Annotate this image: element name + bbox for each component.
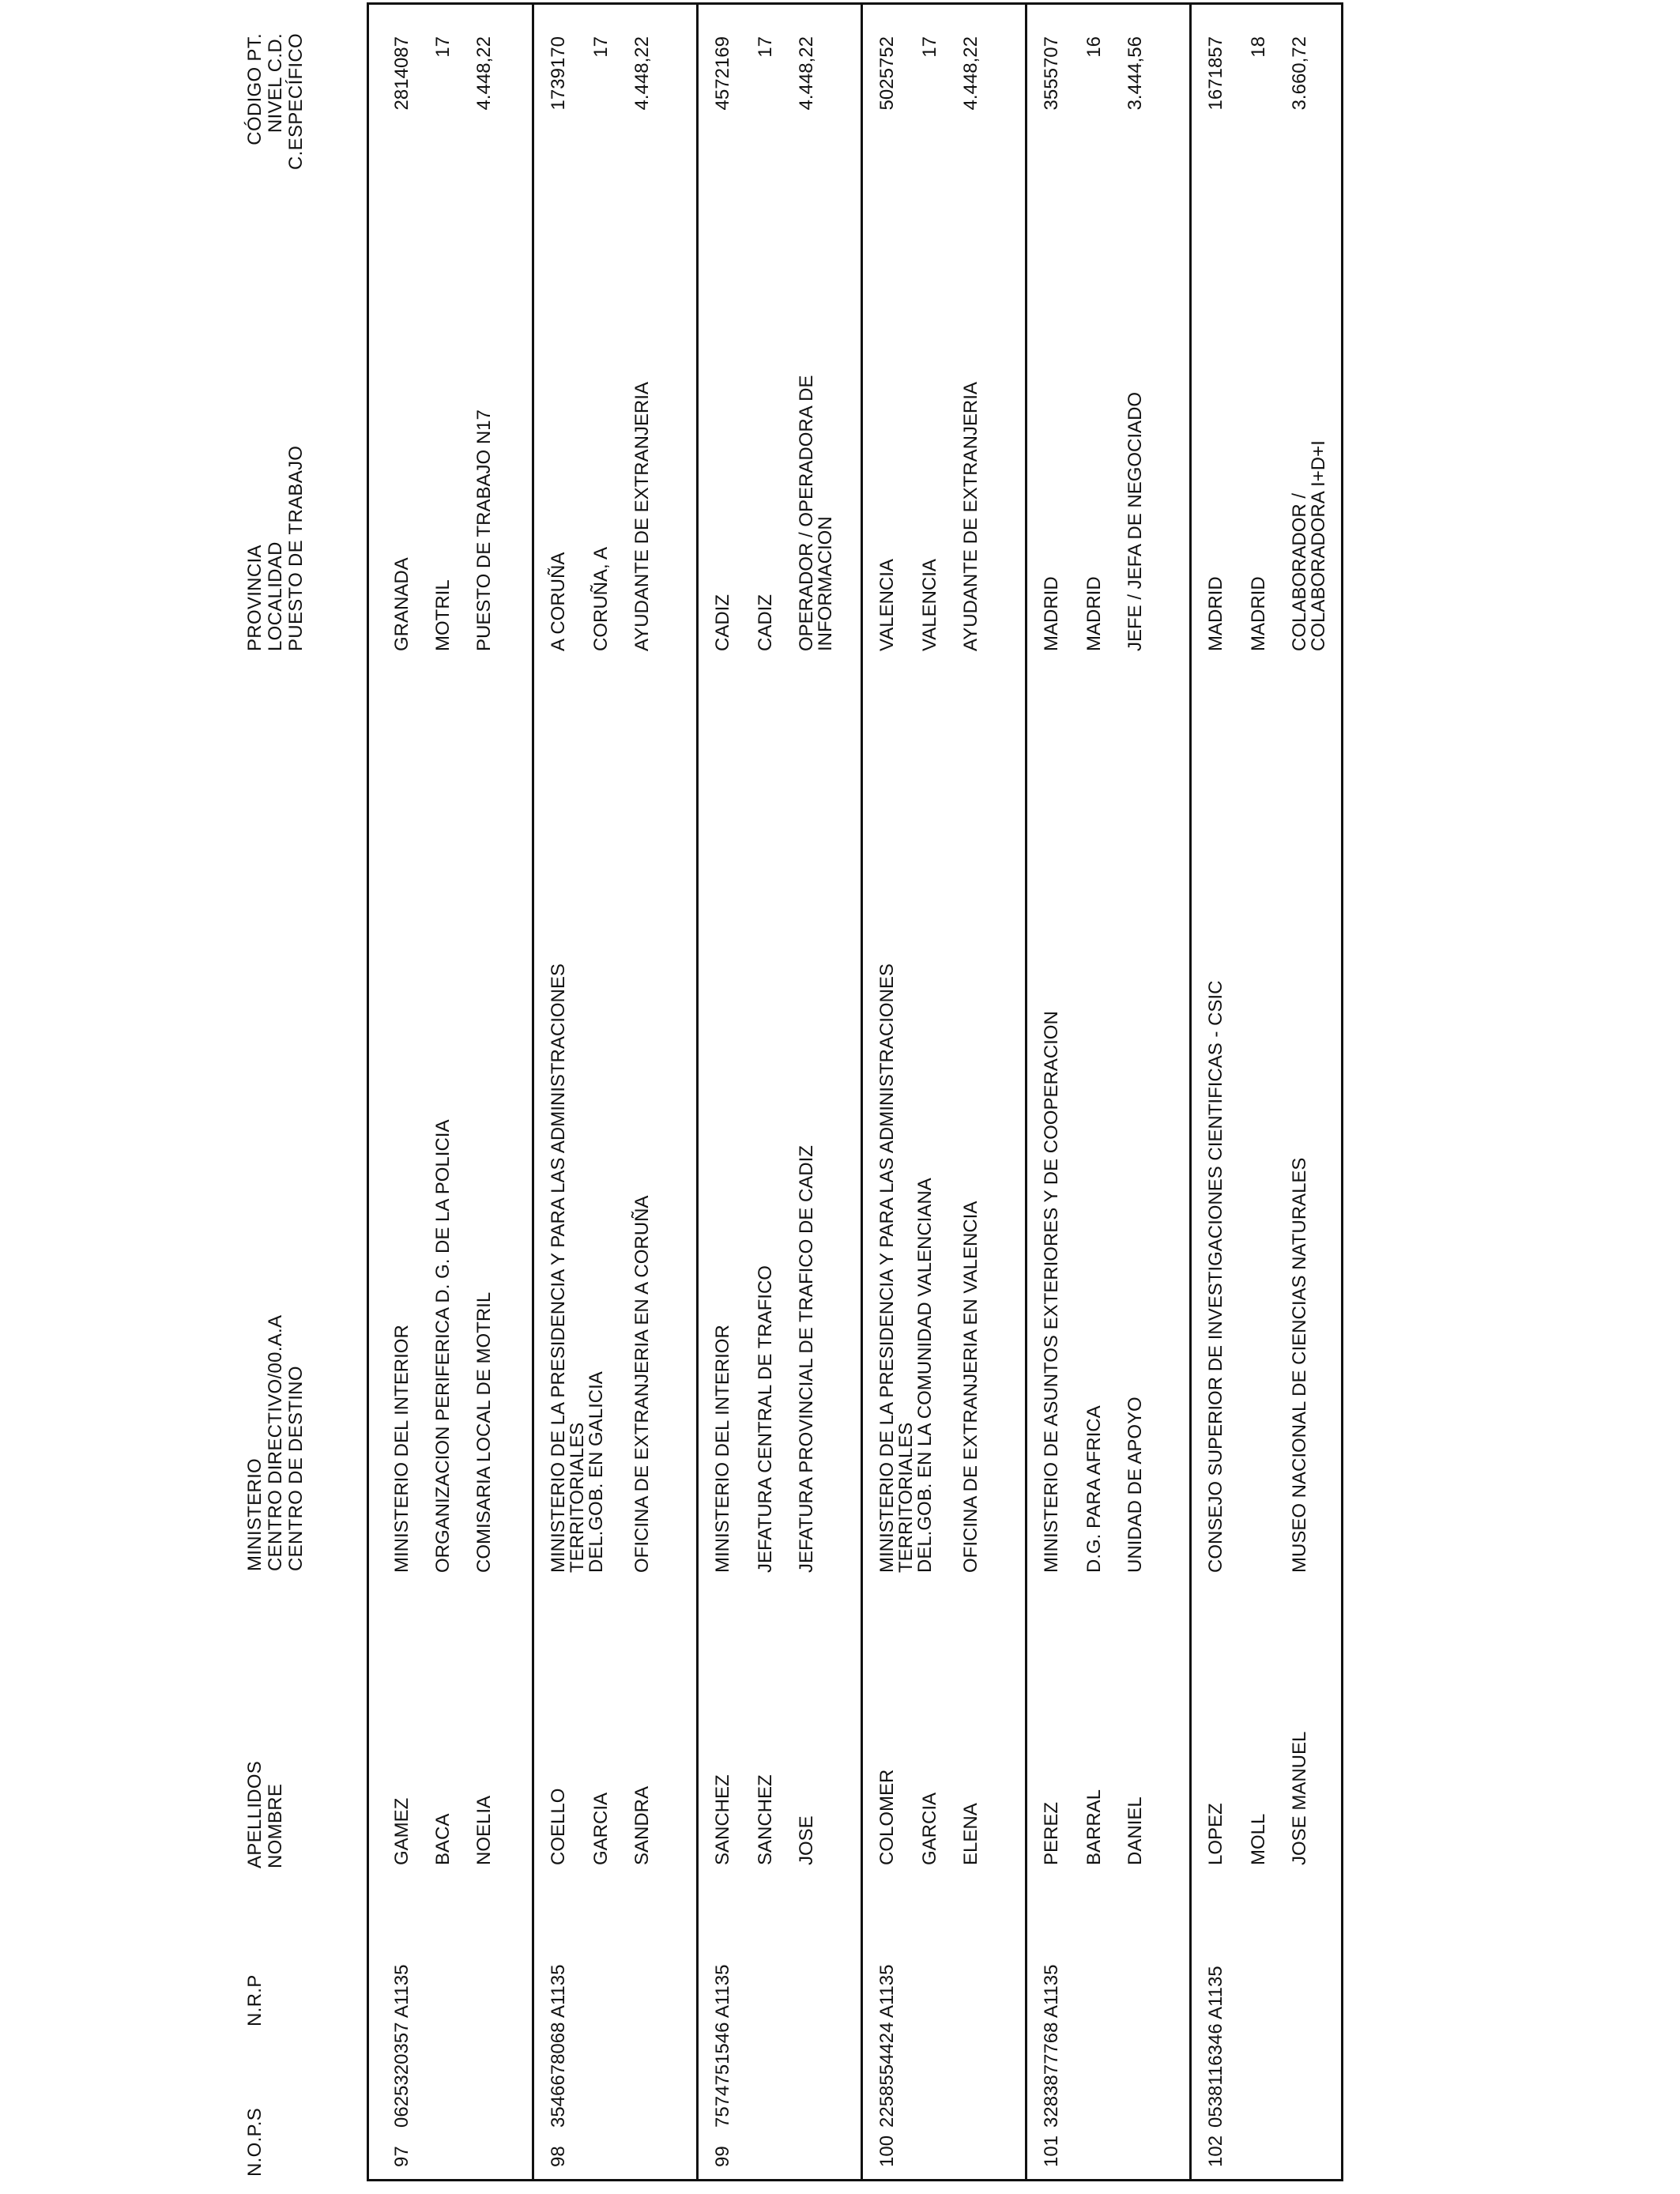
row-codigo: 4572169 — [712, 36, 733, 111]
header-provincia-label: PROVINCIA — [244, 545, 266, 651]
row-ministerio: MINISTERIO DE LA PRESIDENCIA Y PARA LAS ADMINISTRACIONES — [876, 963, 898, 1573]
row-nivel: 17 — [590, 36, 612, 58]
header-nombre-label: NOMBRE — [265, 1783, 286, 1868]
row-nivel: 17 — [919, 36, 940, 58]
row-codigo: 2814087 — [391, 36, 412, 111]
row-centro-destino: COMISARIA LOCAL DE MOTRIL — [473, 1291, 495, 1573]
header-nops-label: N.O.P.S — [244, 2107, 266, 2177]
row-provincia: MADRID — [1205, 576, 1226, 651]
row-especifico: 3.660,72 — [1289, 36, 1310, 111]
header-puesto-label: PUESTO DE TRABAJO — [285, 445, 307, 651]
row-puesto: PUESTO DE TRABAJO N17 — [473, 409, 495, 651]
row-puesto: AYUDANTE DE EXTRANJERIA — [960, 382, 981, 651]
row-localidad: MOTRIL — [432, 579, 454, 651]
row-apellido2: SANCHEZ — [755, 1774, 776, 1865]
row-centro-directivo: D.G. PARA AFRICA — [1083, 1405, 1105, 1573]
row-nivel: 16 — [1083, 36, 1105, 58]
header-name-block — [245, 1761, 286, 1868]
row-puesto-cont: COLABORADORA I+D+I — [1308, 440, 1329, 651]
table-row — [1192, 2, 1343, 2181]
row-apellido2: GARCIA — [919, 1792, 940, 1865]
header-nivel-label: NIVEL C.D. — [265, 33, 286, 134]
table-row — [699, 2, 863, 2181]
header-ministerio-label: MINISTERIO — [244, 1457, 266, 1571]
row-nrp: 3283877768 A1135 — [1041, 1964, 1062, 2128]
row-nops: 99 — [712, 2146, 733, 2167]
row-apellido1: GAMEZ — [391, 1797, 412, 1865]
row-nrp: 0625320357 A1135 — [391, 1964, 412, 2128]
row-especifico: 4.448,22 — [631, 36, 653, 111]
row-provincia: MADRID — [1041, 576, 1062, 651]
row-especifico: 4.448,22 — [473, 36, 495, 111]
header-nops — [245, 2108, 266, 2177]
header-especifico-label: C.ESPECÍFICO — [285, 33, 307, 170]
row-nombre: NOELIA — [473, 1795, 495, 1865]
row-puesto: AYUDANTE DE EXTRANJERIA — [631, 382, 653, 651]
row-ministerio-cont: TERRITORIALES — [567, 1422, 588, 1573]
row-apellido2: BACA — [432, 1813, 454, 1865]
row-apellido1: PEREZ — [1041, 1801, 1062, 1865]
header-centro-destino-label: CENTRO DE DESTINO — [285, 1366, 307, 1571]
row-apellido2: BARRAL — [1083, 1789, 1105, 1865]
row-ministerio: MINISTERIO DE ASUNTOS EXTERIORES Y DE COOPERACION — [1041, 1011, 1062, 1573]
row-provincia: CADIZ — [712, 594, 733, 651]
row-nombre: JOSE MANUEL — [1289, 1731, 1310, 1865]
header-nrp-label: N.R.P — [244, 1974, 266, 2026]
row-codigo: 1739170 — [548, 36, 569, 111]
row-ministerio: MINISTERIO DEL INTERIOR — [391, 1325, 412, 1573]
table-row — [534, 2, 699, 2181]
row-apellido2: MOLL — [1248, 1813, 1269, 1865]
row-nivel: 17 — [755, 36, 776, 58]
row-apellido1: COELLO — [548, 1788, 569, 1865]
table-row — [382, 2, 534, 2181]
row-apellido1: LOPEZ — [1205, 1803, 1226, 1865]
row-especifico: 4.448,22 — [796, 36, 817, 111]
row-localidad: MADRID — [1248, 576, 1269, 651]
row-centro-directivo: DEL.GOB. EN LA COMUNIDAD VALENCIANA — [914, 1178, 936, 1573]
row-nops: 97 — [391, 2146, 412, 2167]
header-localidad-label: LOCALIDAD — [265, 541, 286, 651]
row-nrp: 3546678068 A1135 — [548, 1964, 569, 2128]
row-provincia: VALENCIA — [876, 559, 898, 651]
header-nrp — [245, 1974, 266, 2026]
row-apellido1: COLOMER — [876, 1769, 898, 1865]
row-nops: 101 — [1041, 2135, 1062, 2167]
header-centro-directivo-label: CENTRO DIRECTIVO/00.A.A — [265, 1314, 286, 1571]
row-puesto: COLABORADOR / — [1289, 492, 1310, 651]
row-ministerio: CONSEJO SUPERIOR DE INVESTIGACIONES CIENTIFICAS - CSIC — [1205, 980, 1226, 1573]
row-nombre: DANIEL — [1124, 1796, 1146, 1865]
row-puesto: JEFE / JEFA DE NEGOCIADO — [1124, 391, 1146, 651]
row-codigo: 1671857 — [1205, 36, 1226, 111]
row-apellido1: SANCHEZ — [712, 1774, 733, 1865]
row-nombre: ELENA — [960, 1803, 981, 1865]
row-centro-directivo: ORGANIZACION PERIFERICA D. G. DE LA POLICIA — [432, 1119, 454, 1573]
row-apellido2: GARCIA — [590, 1792, 612, 1865]
row-nrp: 2258554424 A1135 — [876, 1964, 898, 2128]
row-localidad: VALENCIA — [919, 559, 940, 651]
header-ministerio-block — [245, 1315, 307, 1571]
row-puesto-cont: INFORMACION — [815, 516, 836, 651]
row-codigo: 3555707 — [1041, 36, 1062, 111]
header-codigo-block — [245, 33, 307, 297]
row-especifico: 3.444,56 — [1124, 36, 1146, 111]
row-provincia: A CORUÑA — [548, 552, 569, 651]
row-especifico: 4.448,22 — [960, 36, 981, 111]
header-codigo-label: CÓDIGO PT. — [244, 33, 266, 145]
row-nops: 102 — [1205, 2135, 1226, 2167]
row-centro-destino: UNIDAD DE APOYO — [1124, 1397, 1146, 1573]
row-centro-destino: JEFATURA PROVINCIAL DE TRAFICO DE CADIZ — [796, 1145, 817, 1573]
row-centro-destino: MUSEO NACIONAL DE CIENCIAS NATURALES — [1289, 1157, 1310, 1573]
row-centro-destino: OFICINA DE EXTRANJERIA EN A CORUÑA — [631, 1195, 653, 1573]
row-provincia: GRANADA — [391, 557, 412, 651]
table-row — [1027, 2, 1192, 2181]
row-centro-destino: OFICINA DE EXTRANJERIA EN VALENCIA — [960, 1201, 981, 1573]
row-localidad: MADRID — [1083, 576, 1105, 651]
row-nops: 100 — [876, 2135, 898, 2167]
header-apellidos-label: APELLIDOS — [244, 1760, 266, 1868]
row-ministerio-cont: TERRITORIALES — [895, 1422, 917, 1573]
row-localidad: CADIZ — [755, 594, 776, 651]
row-puesto: OPERADOR / OPERADORA DE — [796, 375, 817, 651]
row-centro-directivo: DEL.GOB. EN GALICIA — [586, 1371, 607, 1573]
row-nops: 98 — [548, 2146, 569, 2167]
row-centro-directivo: JEFATURA CENTRAL DE TRAFICO — [755, 1265, 776, 1573]
row-ministerio: MINISTERIO DE LA PRESIDENCIA Y PARA LAS ADMINISTRACIONES — [548, 963, 569, 1573]
row-nombre: SANDRA — [631, 1785, 653, 1865]
row-nrp: 0538116346 A1135 — [1205, 1966, 1226, 2128]
row-ministerio: MINISTERIO DEL INTERIOR — [712, 1325, 733, 1573]
table-row — [863, 2, 1027, 2181]
row-nivel: 18 — [1248, 36, 1269, 58]
row-nombre: JOSE — [796, 1815, 817, 1865]
row-localidad: CORUÑA, A — [590, 546, 612, 651]
row-codigo: 5025752 — [876, 36, 898, 111]
header-provincia-block — [245, 446, 307, 651]
row-nrp: 7574751546 A1135 — [712, 1964, 733, 2128]
row-nivel: 17 — [432, 36, 454, 58]
